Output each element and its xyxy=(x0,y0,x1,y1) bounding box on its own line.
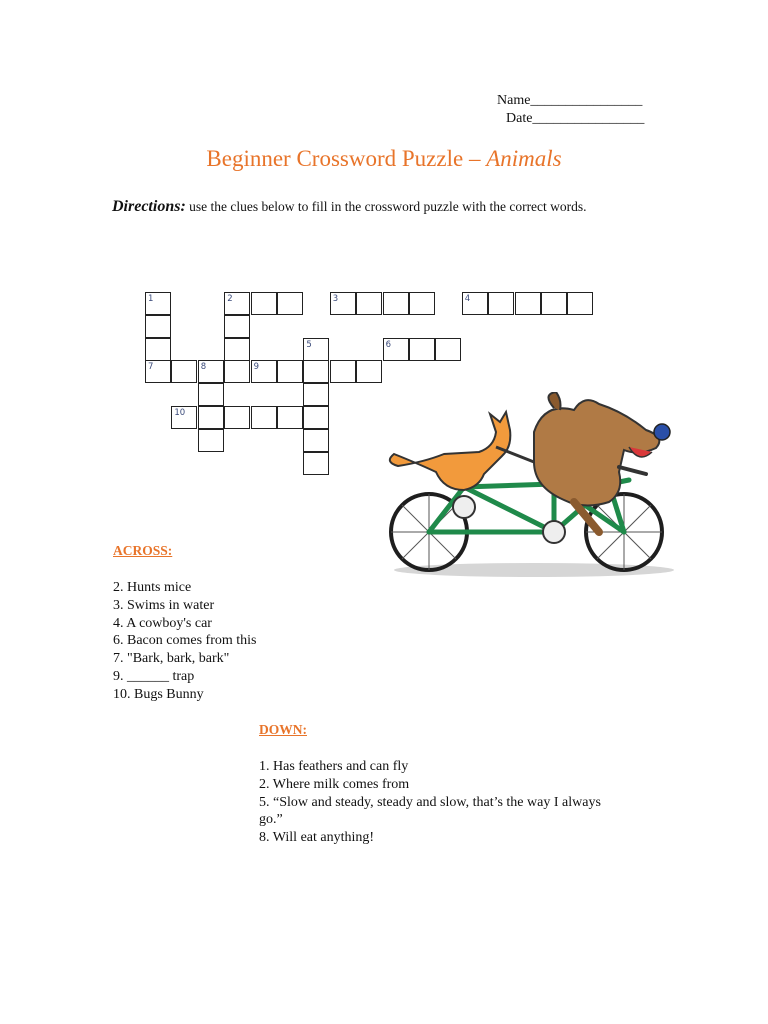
cell-number: 1 xyxy=(148,294,154,304)
crossword-cell[interactable] xyxy=(515,292,541,315)
cell-number: 8 xyxy=(200,362,207,373)
crossword-cell[interactable] xyxy=(383,292,409,315)
crossword-cell[interactable] xyxy=(330,360,356,383)
clue-item: 9. ______ trap xyxy=(113,668,195,684)
crossword-cell[interactable] xyxy=(303,360,329,383)
crossword-cell[interactable] xyxy=(251,406,277,429)
crossword-cell[interactable] xyxy=(224,360,250,383)
cell-number: 9 xyxy=(253,362,260,373)
crossword-cell[interactable] xyxy=(277,360,303,383)
crossword-cell[interactable] xyxy=(303,338,329,361)
clue-item: 1. Has feathers and can fly xyxy=(259,759,409,774)
down-heading: DOWN: xyxy=(259,722,307,737)
crossword-cell[interactable] xyxy=(198,383,224,406)
name-field[interactable]: Name________________ xyxy=(497,93,643,108)
cell-number: 3 xyxy=(332,294,339,304)
crossword-cell[interactable] xyxy=(435,338,461,361)
crossword-cell[interactable] xyxy=(277,406,303,429)
crossword-cell[interactable] xyxy=(145,315,171,338)
title-topic: Animals xyxy=(486,146,562,171)
crossword-cell[interactable] xyxy=(224,315,250,338)
crossword-cell[interactable] xyxy=(356,292,382,315)
crossword-cell[interactable] xyxy=(409,338,435,361)
crossword-cell[interactable] xyxy=(330,292,356,315)
clue-item: 2. Hunts mice xyxy=(113,580,192,595)
crossword-cell[interactable] xyxy=(488,292,514,315)
crossword-cell[interactable] xyxy=(251,292,277,315)
crossword-cell[interactable] xyxy=(198,406,224,429)
across-heading: ACROSS: xyxy=(113,543,173,558)
crossword-cell[interactable] xyxy=(303,406,329,429)
down-clues xyxy=(259,758,619,847)
title-main: Beginner Crossword Puzzle – xyxy=(206,146,481,171)
crossword-cell[interactable] xyxy=(198,360,224,383)
clue-item: 5. “Slow and steady, steady and slow, that’s the way I always go.” xyxy=(259,794,601,828)
clue-item: 7. "Bark, bark, bark" xyxy=(113,651,230,667)
crossword-cell[interactable] xyxy=(383,338,409,361)
date-field[interactable]: Date________________ xyxy=(506,111,645,126)
crossword-cell[interactable] xyxy=(145,338,171,361)
cell-number: 2 xyxy=(227,294,233,304)
across-clues xyxy=(113,579,256,704)
crossword-cell[interactable] xyxy=(224,406,250,429)
clue-item: 8. Will eat anything! xyxy=(259,830,375,846)
crossword-cell[interactable] xyxy=(224,292,250,315)
crossword-cell[interactable] xyxy=(409,292,435,315)
crossword-cell[interactable] xyxy=(145,292,171,315)
crossword-cell[interactable] xyxy=(198,429,224,452)
crossword-cell[interactable] xyxy=(224,338,250,361)
clue-item: 10. Bugs Bunny xyxy=(113,686,204,702)
clue-item: 2. Where milk comes from xyxy=(259,776,410,792)
clue-item: 4. A cowboy's car xyxy=(113,615,212,631)
directions-text: use the clues below to fill in the crossword puzzle with the correct words. xyxy=(185,199,587,214)
cell-number: 7 xyxy=(148,362,154,373)
crossword-cell[interactable] xyxy=(303,383,329,406)
cell-number: 10 xyxy=(174,408,186,418)
crossword-cell[interactable] xyxy=(462,292,488,315)
crossword-cell[interactable] xyxy=(541,292,567,315)
cell-number: 6 xyxy=(385,339,392,350)
crossword-cell[interactable] xyxy=(303,452,329,475)
cat-and-dog-tandem-bicycle-icon xyxy=(384,392,676,582)
directions-label: Directions: xyxy=(112,198,186,215)
crossword-cell[interactable] xyxy=(251,360,277,383)
crossword-cell[interactable] xyxy=(303,429,329,452)
directions xyxy=(112,198,587,216)
crossword-cell[interactable] xyxy=(277,292,303,315)
crossword-cell[interactable] xyxy=(567,292,593,315)
crossword-cell[interactable] xyxy=(145,360,171,383)
crossword-cell[interactable] xyxy=(356,360,382,383)
crossword-cell[interactable] xyxy=(171,406,197,429)
crossword-cell[interactable] xyxy=(171,360,197,383)
cell-number: 5 xyxy=(306,339,312,350)
clue-item: 3. Swims in water xyxy=(113,597,215,613)
cell-number: 4 xyxy=(464,294,471,304)
page-title xyxy=(0,146,768,172)
clue-item: 6. Bacon comes from this xyxy=(113,633,257,649)
